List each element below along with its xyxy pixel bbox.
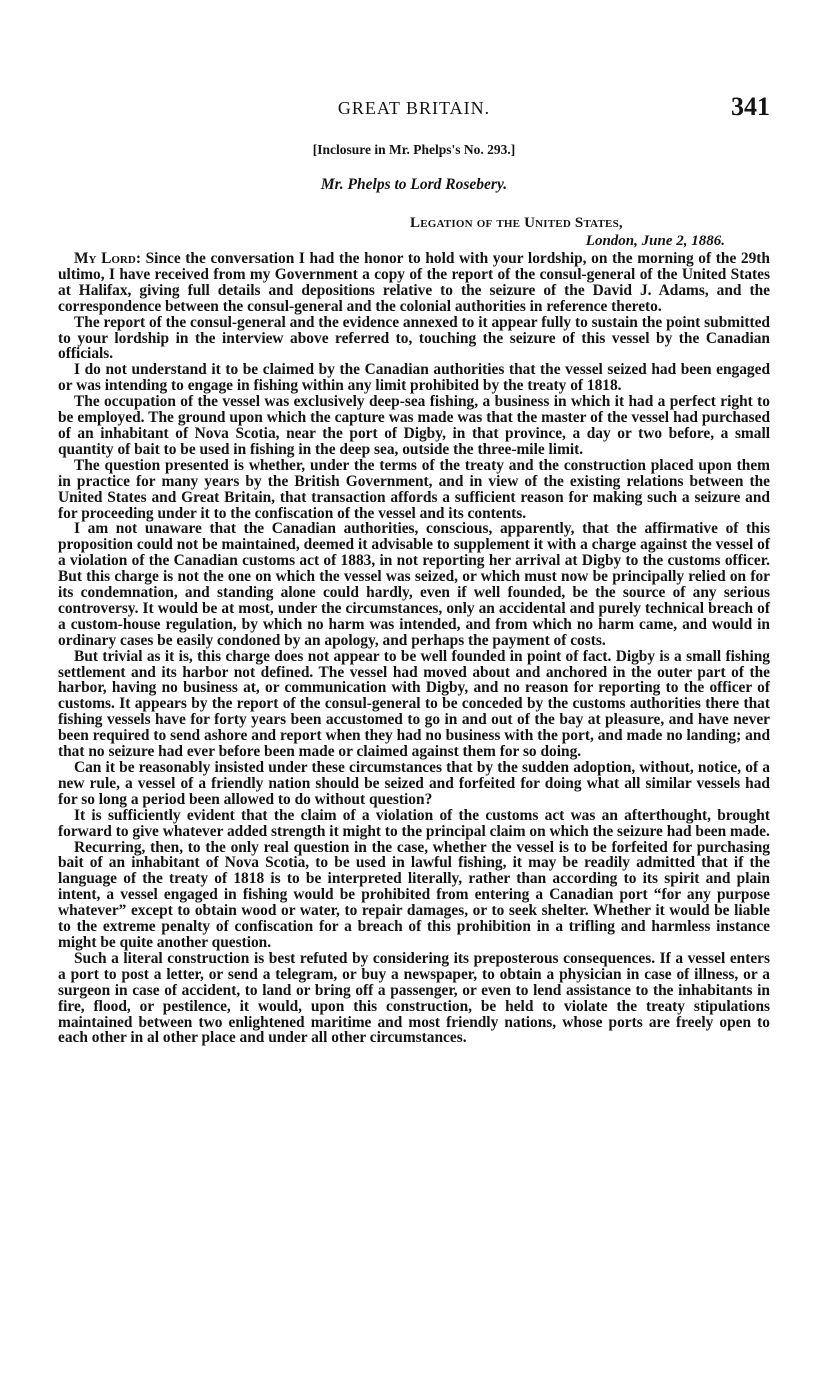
- running-head: [58, 92, 770, 128]
- paragraph: [58, 251, 770, 315]
- paragraph: The occupation of the vessel was exclusively deep-sea fishing, a business in which it had a perfect right to be employed. The ground upon which the capture was made was that the master of the vessel had purchased of an inhabitant of Nova Scotia, near the port of Digby, in that province, a day or two before, a small quantity of bait to be used in fishing in the deep sea, outside the three-mile limit.: [58, 393, 770, 458]
- running-title: GREAT BRITAIN.: [337, 98, 491, 118]
- dateline-date: London, June 2, 1886.: [585, 233, 725, 249]
- paragraph: The report of the consul-general and the evidence annexed to it appear fully to sustain the point submitted to your lordship in the interview above referred to, touching the seizure of this vessel by the Canadian officials.: [58, 313, 770, 363]
- paragraph: I do not understand it to be claimed by the Canadian authorities that the vessel seized had been engaged or was intending to engage in fishing within any limit prohibited by the treaty of 1818.: [58, 361, 770, 395]
- paragraph: Such a literal construction is best refuted by considering its preposterous consequences. If a vessel enters a port to post a letter, or send a telegram, or buy a newspaper, to obtain a physician in case of illness, or a surgeon in case of accident, to land or bring off a passenger, or even to lend assistance to the inhabitants in fire, flood, or pestilence, it would, upon this construction, be held to violate the treaty stipulations maintained between two enlightened maritime and most friendly nations, whose ports are freely open to each other in al other place and under all other circumstances.: [58, 949, 770, 1047]
- dateline-place: Legation of the United States,: [410, 215, 623, 231]
- enclosure-note: [Inclosure in Mr. Phelps's No. 293.]: [312, 142, 516, 157]
- dateline: [410, 214, 725, 250]
- page-number: 341: [731, 92, 770, 121]
- paragraph-text: Since the conversation I had the honor to hold with your lordship, on the morning of the 29th ultimo, I have received from my Government a copy of the report of the consul-general of the United States at Halifax, giving full details and depositions relative to the seizure of the David J. Adams, and the correspondence between the consul-general and the colonial authorities in reference thereto.: [58, 250, 770, 315]
- paragraph: It is sufficiently evident that the claim of a violation of the customs act was an afterthought, brought forward to give whatever added strength it might to the principal claim on which the seizure had been made.: [58, 806, 770, 840]
- paragraph: I am not unaware that the Canadian authorities, conscious, apparently, that the affirmative of this proposition could not be maintained, deemed it advisable to supplement it with a charge against the vessel of a violation of the Canadian customs act of 1883, in not reporting her arrival at Digby to the customs officer. But this charge is not the one on which the vessel was seized, or which must now be principally relied on for its condemnation, and standing alone could hardly, even if well founded, be the source of any serious controversy. It would be at most, under the circumstances, only an accidental and purely technical breach of a custom-house regulation, by which no harm was intended, and from which no harm came, and would in ordinary cases be easily condoned by an apology, and perhaps the payment of costs.: [58, 520, 770, 649]
- paragraph: But trivial as it is, this charge does not appear to be well founded in point of fact. Digby is a small fishing settlement and its harbor not defined. The vessel had moved about and anchored in the outer part of the harbor, having no business at, or communication with Digby, and no reason for reporting to the officer of customs. It appears by the report of the consul-general to be conceded by the customs authorities there that fishing vessels have for forty years been accustomed to go in and out of the bay at pleasure, and have never been required to send ashore and report when they had no business with the port, and made no landing; and that no seizure had ever before been made or claimed against them for so doing.: [58, 647, 770, 761]
- paragraph: Can it be reasonably insisted under these circumstances that by the sudden adoption, without, notice, of a new rule, a vessel of a friendly nation should be seized and forfeited for doing what all similar vessels had for so long a period been allowed to do without question?: [58, 759, 770, 808]
- salutation: My Lord:: [74, 250, 141, 267]
- paragraph: The question presented is whether, under the terms of the treaty and the construction placed upon them in practice for many years by the British Government, and in view of the existing relations between the United States and Great Britain, that transaction affords a sufficient reason for making such a seizure and for proceeding under it to the confiscation of the vessel and its contents.: [58, 456, 770, 522]
- paragraph: Recurring, then, to the only real question in the case, whether the vessel is to be forfeited for purchasing bait of an inhabitant of Nova Scotia, to be used in lawful fishing, it may be readily admitted that if the language of the treaty of 1818 is to be interpreted literally, rather than according to its spirit and plain intent, a vessel engaged in fishing would be prohibited from entering a Canadian port “for any purpose whatever” except to obtain wood or water, to repair damages, or to seek shelter. Whether it would be liable to the extreme penalty of confiscation for a breach of this prohibition in a trifling and harmless instance might be quite another question.: [58, 838, 770, 951]
- letter-title: Mr. Phelps to Lord Rosebery.: [320, 176, 508, 193]
- letter-body: [58, 251, 770, 1046]
